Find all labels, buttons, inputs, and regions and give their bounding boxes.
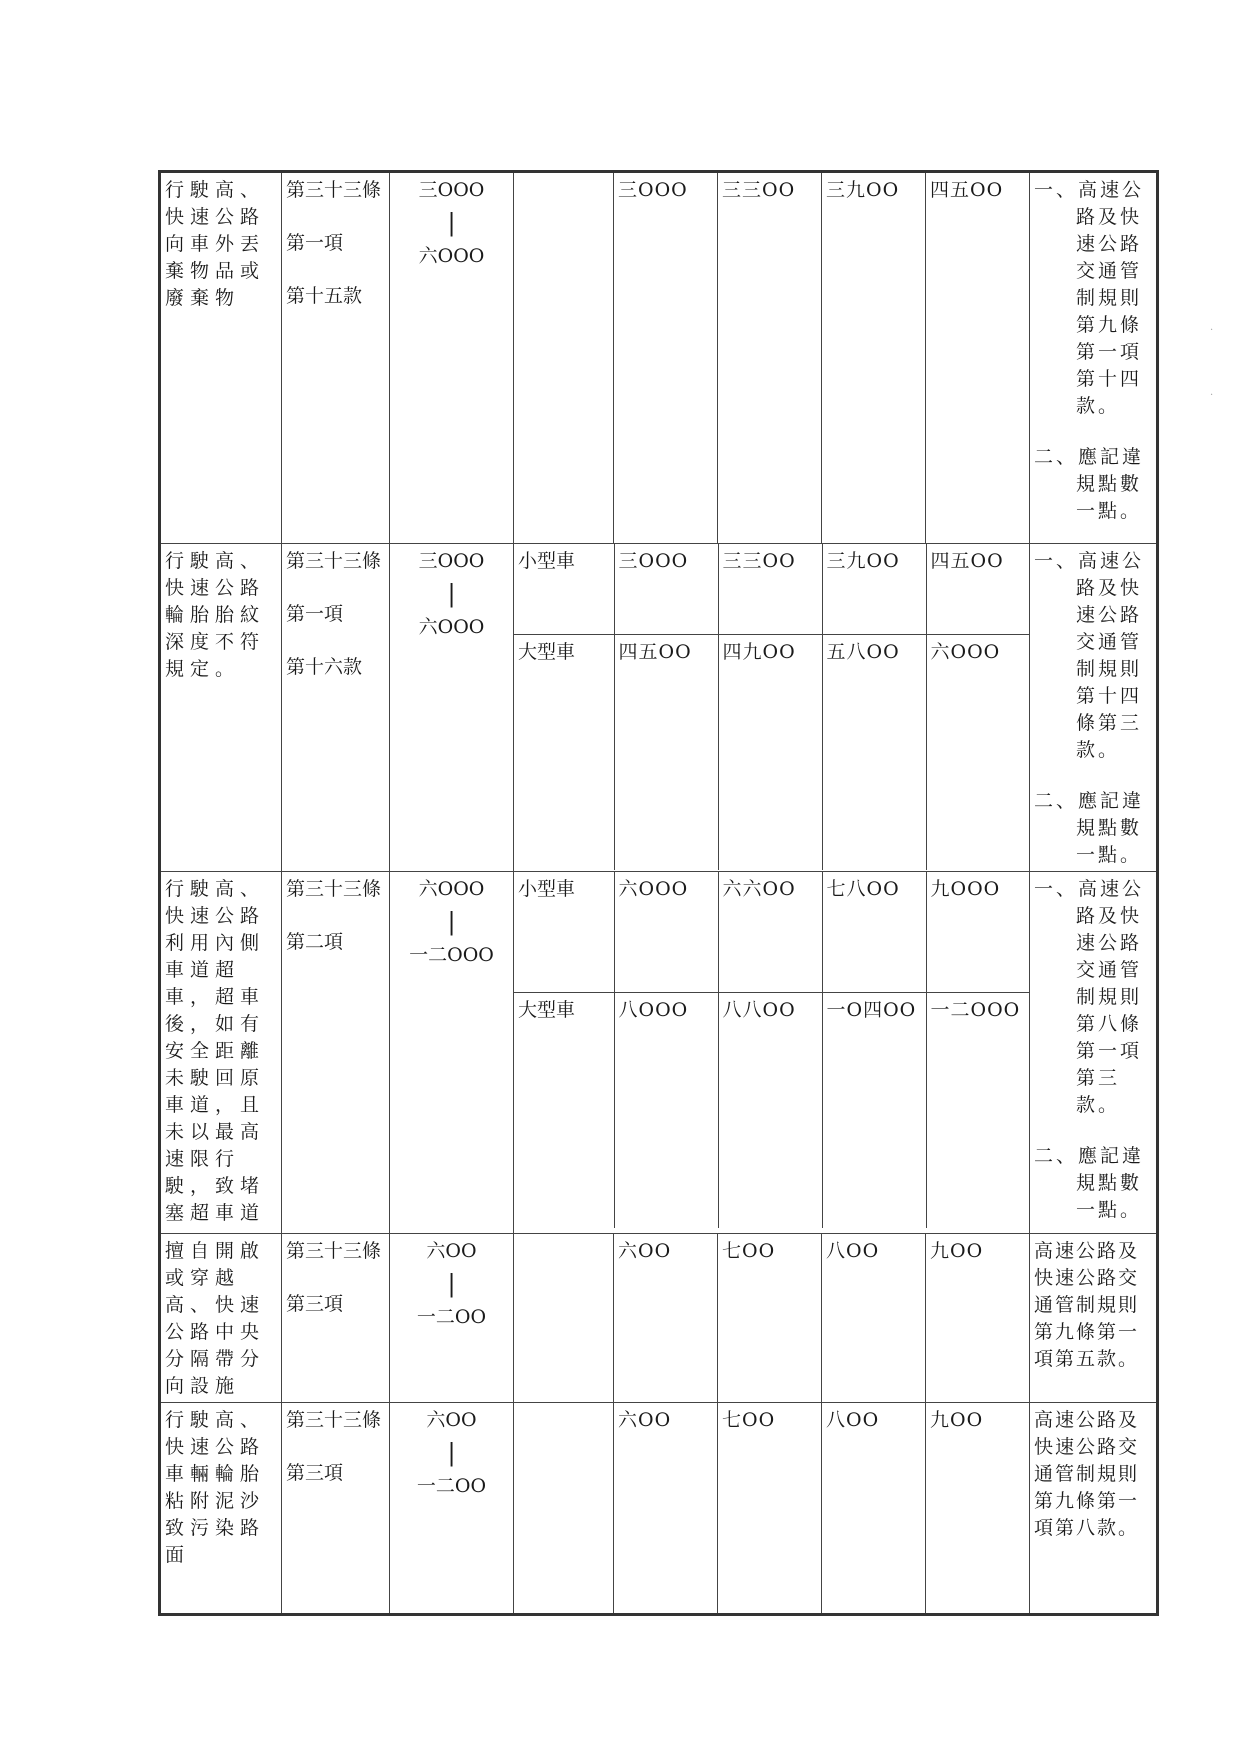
range-dash: | <box>447 908 456 936</box>
article-line: 第三十三條 <box>286 878 382 900</box>
range-max: 六OOO <box>418 616 485 638</box>
fine-cell: 八八OO <box>718 992 822 1228</box>
fine-cell: 四五OO <box>930 550 1004 572</box>
range-min: 六OO <box>426 1240 477 1262</box>
fine-cell: 四九OO <box>718 634 822 870</box>
vehicle-fines-table <box>514 872 1030 1228</box>
fine-range-cell <box>390 1234 514 1403</box>
article-cell <box>282 544 390 872</box>
vehicle-fines-block <box>514 872 1030 1234</box>
fine-cell: 三九OO <box>822 172 926 544</box>
fine-cell: 七OO <box>718 1403 822 1615</box>
table-row <box>160 172 1158 544</box>
fine-cell: 六OO <box>614 1234 718 1403</box>
violation-cell: 行駛高、快速公路利用內側車道超車，超車後，如有安全距離未駛回原車道，且未以最高速限行駛，致堵塞超車道 <box>160 872 282 1234</box>
vehicle-row <box>514 992 1030 1228</box>
note-item: 二、應記違規點數一點。 <box>1034 446 1145 522</box>
fine-cell: 三三OO <box>718 544 822 634</box>
range-min: 三OOO <box>418 550 485 572</box>
range-min: 六OOO <box>418 878 485 900</box>
violation-cell: 行駛高、快速公路向車外丟棄物品或廢棄物 <box>160 172 282 544</box>
range-min: 三OOO <box>418 179 485 201</box>
vehicle-row <box>514 634 1030 870</box>
notes-cell: 高速公路及快速公路交通管制規則第九條第一項第五款。 <box>1030 1234 1158 1403</box>
range-max: 一二OO <box>416 1306 487 1328</box>
table-row <box>160 544 1158 872</box>
article-cell <box>282 1403 390 1615</box>
fine-cell: 四五OO <box>614 634 718 870</box>
article-line: 第三十三條 <box>286 1240 382 1262</box>
table-row <box>160 872 1158 1234</box>
article-line: 第三十三條 <box>286 1409 382 1431</box>
fine-cell: 四五OO <box>926 172 1030 544</box>
vehicle-type-cell <box>514 1234 614 1403</box>
article-cell <box>282 872 390 1234</box>
vehicle-row <box>514 872 1030 992</box>
vehicle-type-cell: 大型車 <box>514 634 614 870</box>
range-dash: | <box>447 580 456 608</box>
range-max: 六OOO <box>418 245 485 267</box>
article-cell <box>282 1234 390 1403</box>
fine-cell: 七八OO <box>822 872 926 992</box>
fine-cell: 六六OO <box>718 872 822 992</box>
notes-cell <box>1030 872 1158 1234</box>
violation-cell: 擅自開啟或穿越高、快速公路中央分隔帶分向設施 <box>160 1234 282 1403</box>
article-line: 第三十三條 <box>286 179 382 201</box>
article-line: 第十五款 <box>286 285 363 307</box>
fine-cell: 一二OOO <box>926 992 1030 1228</box>
fine-cell: 三三OO <box>718 172 822 544</box>
article-line: 第三十三條 <box>286 550 382 572</box>
fine-cell: 一O四OO <box>822 992 926 1228</box>
range-dash: | <box>447 1270 456 1298</box>
scan-speck: · <box>1210 390 1214 401</box>
range-dash: | <box>447 1439 456 1467</box>
fine-cell: 六OO <box>614 1403 718 1615</box>
vehicle-fines-table <box>514 544 1030 870</box>
note-item: 一、高速公路及快速公路交通管制規則第八條第一項第三款。 <box>1034 878 1145 1116</box>
fine-cell: 九OO <box>926 1403 1030 1615</box>
table-row <box>160 1234 1158 1403</box>
note-item: 二、應記違規點數一點。 <box>1034 790 1145 866</box>
article-line: 第三項 <box>286 1462 344 1484</box>
article-line: 第十六款 <box>286 656 363 678</box>
fine-cell: 七OO <box>718 1234 822 1403</box>
range-max: 一二OO <box>416 1475 487 1497</box>
article-line: 第一項 <box>286 232 344 254</box>
notes-cell: 高速公路及快速公路交通管制規則第九條第一項第八款。 <box>1030 1403 1158 1615</box>
vehicle-type-cell <box>514 1403 614 1615</box>
note-item: 一、高速公路及快速公路交通管制規則第九條第一項第十四款。 <box>1034 179 1145 417</box>
note-item: 一、高速公路及快速公路交通管制規則第十四條第三款。 <box>1034 550 1145 761</box>
fine-range-cell <box>390 544 514 872</box>
fine-cell: 九OO <box>926 1234 1030 1403</box>
fine-cell: 六OOO <box>926 634 1030 870</box>
vehicle-type-cell <box>514 172 614 544</box>
fine-cell: 三九OO <box>822 544 926 634</box>
range-max: 一二OOO <box>409 944 494 966</box>
range-min: 六OO <box>426 1409 477 1431</box>
vehicle-type-cell: 小型車 <box>514 872 614 992</box>
scan-speck: · <box>1210 325 1214 336</box>
fine-cell: 八OOO <box>614 992 718 1228</box>
fine-cell: 八OO <box>822 1403 926 1615</box>
fine-table <box>158 170 1159 1616</box>
fine-cell: 六OOO <box>614 872 718 992</box>
table-row <box>160 1403 1158 1615</box>
vehicle-row <box>514 544 1030 634</box>
fine-cell: 九OOO <box>930 878 1001 900</box>
violation-cell: 行駛高、快速公路車輛輪胎粘附泥沙致污染路面 <box>160 1403 282 1615</box>
notes-cell <box>1030 172 1158 544</box>
vehicle-fines-block <box>514 544 1030 872</box>
fine-cell: 三OOO <box>614 172 718 544</box>
fine-range-cell <box>390 172 514 544</box>
article-line: 第三項 <box>286 1293 344 1315</box>
fine-cell: 三OOO <box>614 544 718 634</box>
range-dash: | <box>447 209 456 237</box>
article-line: 第一項 <box>286 603 344 625</box>
fine-cell: 五八OO <box>822 634 926 870</box>
fine-range-cell <box>390 872 514 1234</box>
article-cell <box>282 172 390 544</box>
fine-cell: 八OO <box>822 1234 926 1403</box>
notes-cell <box>1030 544 1158 872</box>
vehicle-type-cell: 大型車 <box>514 992 614 1228</box>
note-item: 二、應記違規點數一點。 <box>1034 1145 1145 1221</box>
violation-cell: 行駛高、快速公路輪胎胎紋深度不符規定。 <box>160 544 282 872</box>
vehicle-type-cell: 小型車 <box>514 544 614 634</box>
article-line: 第二項 <box>286 931 344 953</box>
fine-range-cell <box>390 1403 514 1615</box>
